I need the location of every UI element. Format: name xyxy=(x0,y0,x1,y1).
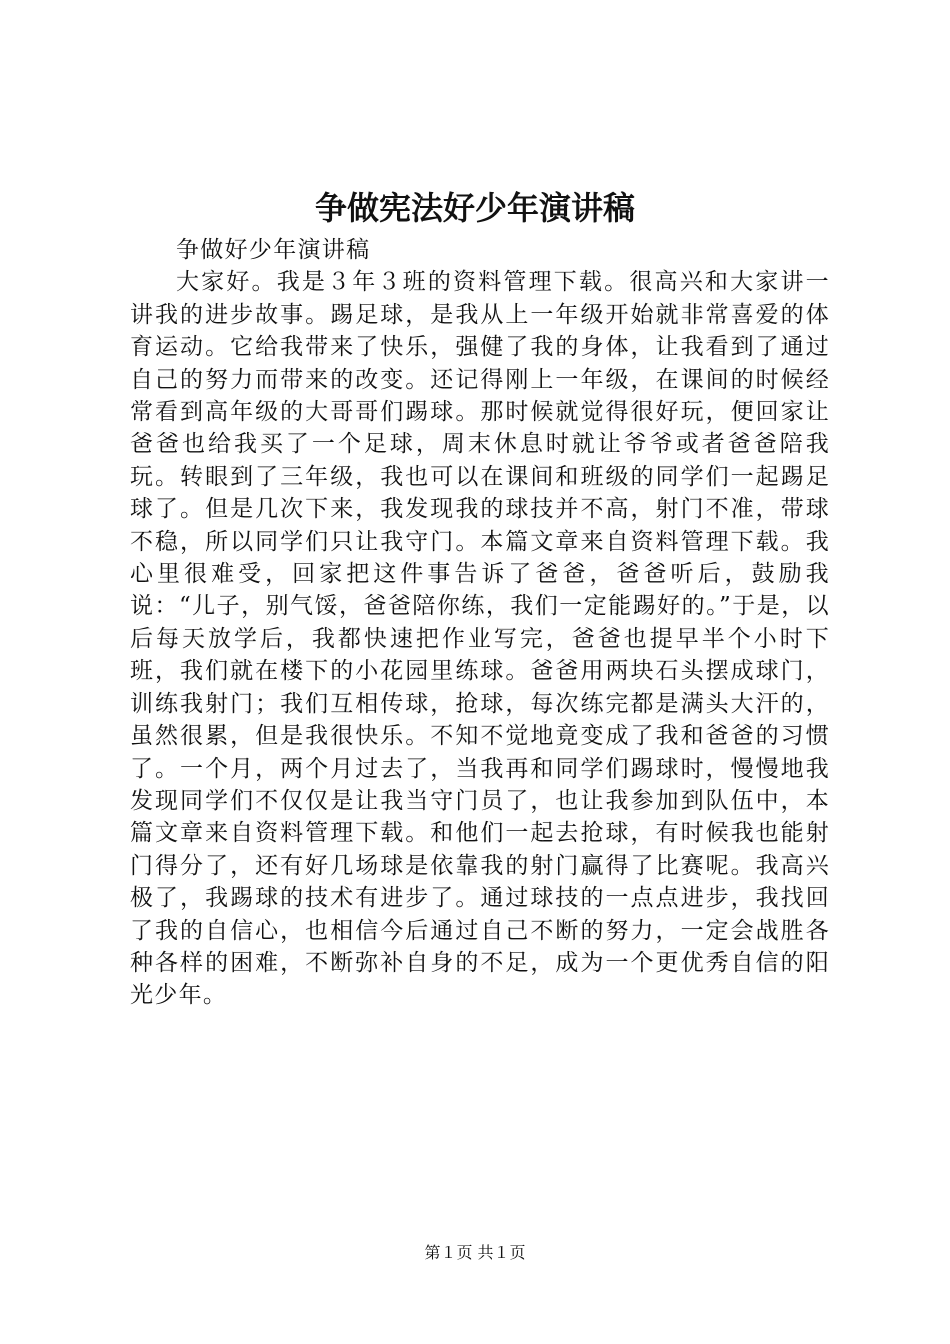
body-paragraph: 大家好。我是３年３班的资料管理下载。很高兴和大家讲一讲我的进步故事。踢足球，是我从上一年级开始就非常喜爱的体育运动。它给我带来了快乐，强健了我的身体，让我看到了通过自己的努力而带来的改变。还记得刚上一年级，在课间的时候经常看到高年级的大哥哥们踢球。那时候就觉得很好玩，便回家让爸爸也给我买了一个足球，周末休息时就让爷爷或者爸爸陪我玩。转眼到了三年级，我也可以在课间和班级的同学们一起踢足球了。但是几次下来，我发现我的球技并不高，射门不准，带球不稳，所以同学们只让我守门。本篇文章来自资料管理下载。我心里很难受，回家把这件事告诉了爸爸，爸爸听后，鼓励我说：“儿子，别气馁，爸爸陪你练，我们一定能踢好的。”于是，以后每天放学后，我都快速把作业写完，爸爸也提早半个小时下班，我们就在楼下的小花园里练球。爸爸用两块石头摆成球门，训练我射门；我们互相传球，抢球，每次练完都是满头大汗的，虽然很累，但是我很快乐。不知不觉地竟变成了我和爸爸的习惯了。一个月，两个月过去了，当我再和同学们踢球时，慢慢地我发现同学们不仅仅是让我当守门员了，也让我参加到队伍中，本篇文章来自资料管理下载。和他们一起去抢球，有时候我也能射门得分了，还有好几场球是依靠我的射门赢得了比赛呢。我高兴极了，我踢球的技术有进步了。通过球技的一点点进步，我找回了我的自信心，也相信今后通过自己不断的努力，一定会战胜各种各样的困难，不断弥补自身的不足，成为一个更优秀自信的阳光少年。 xyxy=(130,269,830,1009)
document-body xyxy=(130,234,830,1012)
document-subtitle: 争做好少年演讲稿 xyxy=(176,237,371,263)
page-number-footer: 第１页 共１页 xyxy=(424,1243,526,1262)
document-title: 争做宪法好少年演讲稿 xyxy=(314,189,635,227)
